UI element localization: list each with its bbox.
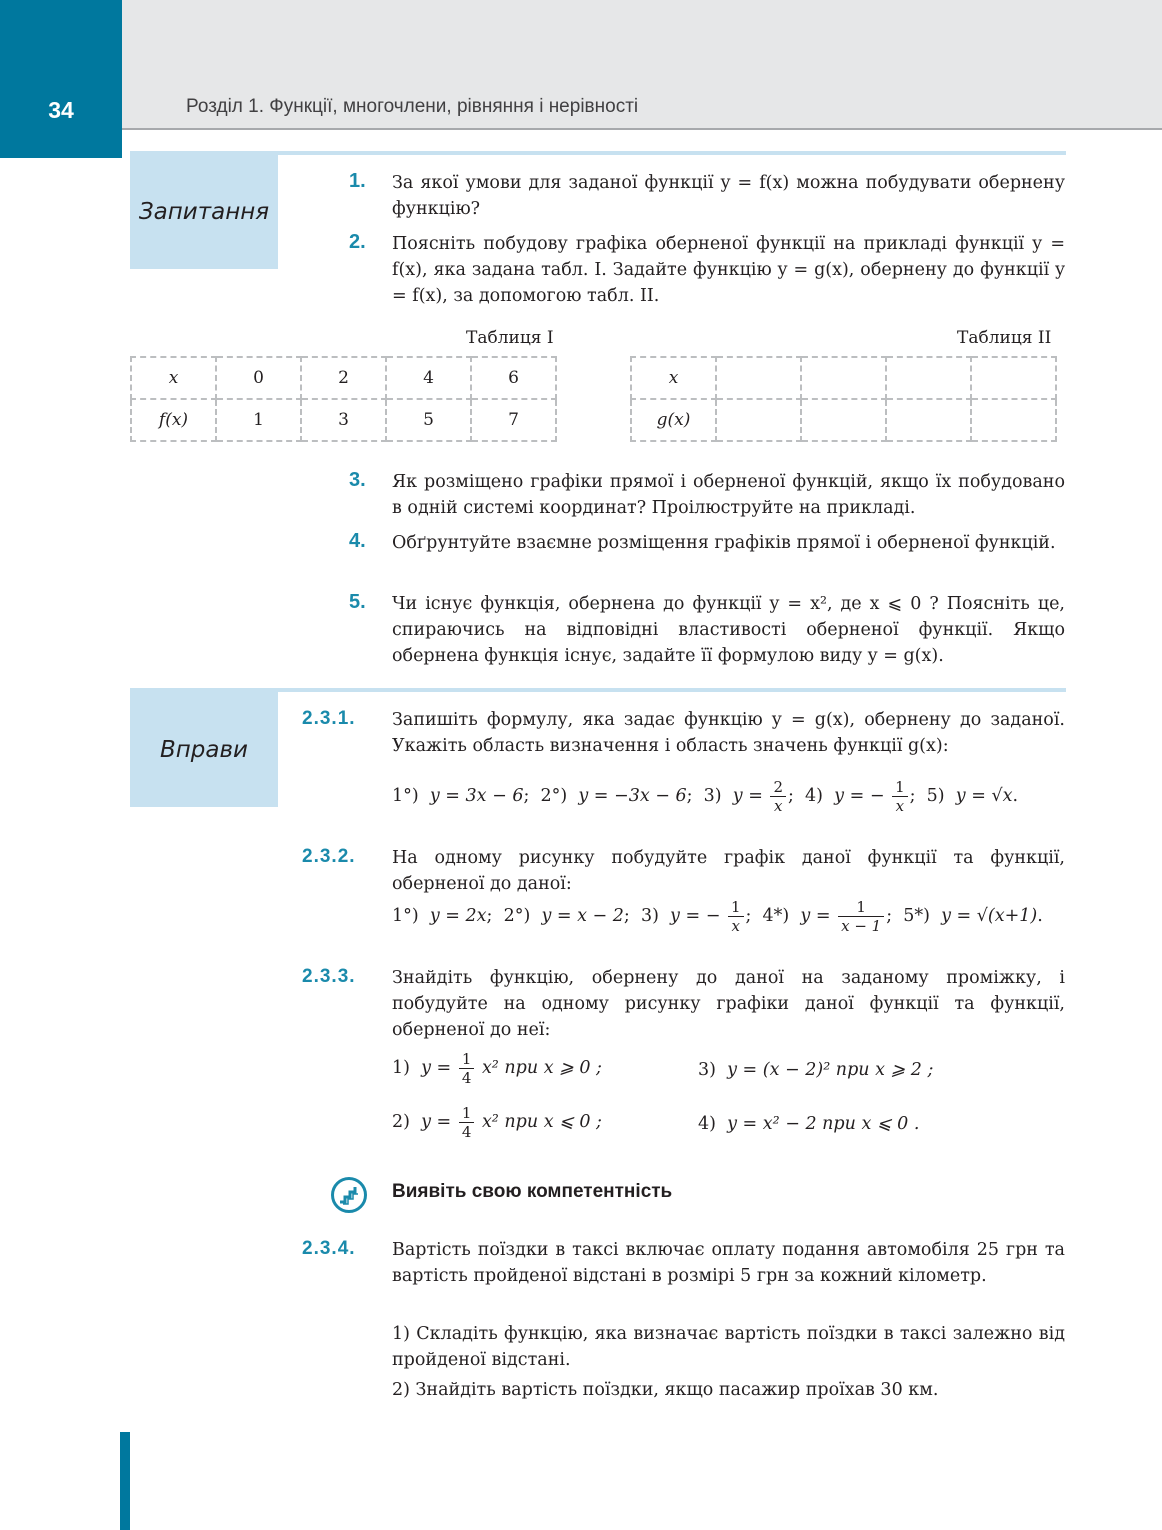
table-row [131, 357, 556, 399]
table-cell: g(x) [631, 399, 716, 441]
table-cell: x [631, 357, 716, 399]
page-number-tab [0, 0, 122, 158]
page-number: 34 [48, 97, 74, 123]
question-number: 1. [349, 170, 366, 192]
question-number: 3. [349, 469, 366, 491]
table-cell: 0 [216, 357, 301, 399]
table-cell: 5 [386, 399, 471, 441]
stairs-icon [331, 1177, 367, 1213]
table-cell: f(x) [131, 399, 216, 441]
running-title: Розділ 1. Функції, многочлени, рівняння і нерівності [186, 96, 639, 117]
questions-label: Запитання [130, 155, 278, 269]
exercise-text: Знайдіть функцію, обернену до даної на заданому проміжку, і побудуйте на одному рисунку графіки даної функції та функції, оберненої до неї: [392, 968, 1065, 1040]
exercise-text: Вартість поїздки в таксі включає оплату подання автомобіля 25 грн та вартість пройденої відстані в розмірі 5 грн за кожний кілометр. [392, 1240, 1065, 1286]
table-row [631, 399, 1056, 441]
table-caption: Таблиця ІІ [957, 328, 1052, 348]
exercise-formula: 4) y = x² − 2 при x ⩽ 0 . [698, 1114, 920, 1134]
table-cell: 6 [471, 357, 556, 399]
exercise-number: 2.3.4. [302, 1238, 356, 1259]
question-text: Чи існує функція, обернена до функції y = x², де x ⩽ 0 ? Поясніть це, спираючись на відповідні властивості оберненої функції. Якщо обернена функція існує, задайте її формулою виду y = g(x). [392, 594, 1065, 666]
table-row [631, 357, 1056, 399]
margin-strip [120, 1432, 130, 1530]
exercise-number: 2.3.3. [302, 966, 356, 987]
exercise-subitem: 1) Складіть функцію, яка визначає вартість поїздки в таксі залежно від пройденої відстані. [392, 1324, 1065, 1370]
table-cell: 3 [301, 399, 386, 441]
table-cell [801, 357, 886, 399]
exercise-subitem: 2) Знайдіть вартість поїздки, якщо пасажир проїхав 30 км. [392, 1380, 939, 1400]
table-row [131, 399, 556, 441]
question-number: 5. [349, 591, 366, 613]
exercise-formula: 3) y = (x − 2)² при x ⩾ 2 ; [698, 1060, 934, 1080]
question-text: За якої умови для заданої функції y = f(x) можна побудувати обернену функцію? [392, 173, 1065, 219]
table-cell [886, 399, 971, 441]
exercise-number: 2.3.2. [302, 846, 356, 867]
exercise-formula: 1) y = $\frac{1}{4}$ x² при x ⩾ 0 ; [392, 1050, 602, 1087]
table-cell [886, 357, 971, 399]
table-cell: x [131, 357, 216, 399]
table-cell [971, 357, 1056, 399]
table-cell [716, 357, 801, 399]
table-cell: 7 [471, 399, 556, 441]
table-cell [716, 399, 801, 441]
question-text: Як розміщено графіки прямої і оберненої функцій, якщо їх побудовано в одній системі координат? Проілюструйте на прикладі. [392, 472, 1065, 518]
exercise-formula: 2) y = $\frac{1}{4}$ x² при x ⩽ 0 ; [392, 1104, 602, 1141]
question-text: Поясніть побудову графіка оберненої функції на прикладі функції y = f(x), яка задана табл. І. Задайте функцію y = g(x), обернену до функції y = f(x), за допомогою табл. ІІ. [392, 234, 1065, 306]
question-text: Обґрунтуйте взаємне розміщення графіків прямої і оберненої функцій. [392, 533, 1056, 553]
exercise-formulas: 1°) y = 2x; 2°) y = x − 2; 3) y = − $\frac{1}{x}$ ; 4*) y = $\frac{1}{x - 1}$ ; 5*) y = √(x+1). [392, 898, 1043, 935]
table-cell [971, 399, 1056, 441]
exercise-text: На одному рисунку побудуйте графік даної функції та функції, оберненої до даної: [392, 848, 1065, 894]
table-cell: 2 [301, 357, 386, 399]
exercises-label: Вправи [130, 692, 278, 807]
question-number: 2. [349, 231, 366, 253]
competence-title: Виявіть свою компетентність [392, 1181, 673, 1202]
exercise-formulas: 1°) y = 3x − 6; 2°) y = −3x − 6; 3) y = $\frac{2}{x}$ ; 4) y = − $\frac{1}{x}$ ; 5) y = √x. [392, 778, 1019, 815]
table-2 [630, 356, 1057, 442]
exercise-text: Запишіть формулу, яка задає функцію y = g(x), обернену до заданої. Укажіть область визначення і область значень функції g(x): [392, 710, 1065, 756]
question-number: 4. [349, 530, 366, 552]
table-cell [801, 399, 886, 441]
table-cell: 1 [216, 399, 301, 441]
header-divider [122, 128, 1162, 130]
table-1 [130, 356, 557, 442]
table-caption: Таблиця І [466, 328, 554, 348]
table-cell: 4 [386, 357, 471, 399]
exercise-number: 2.3.1. [302, 708, 356, 729]
